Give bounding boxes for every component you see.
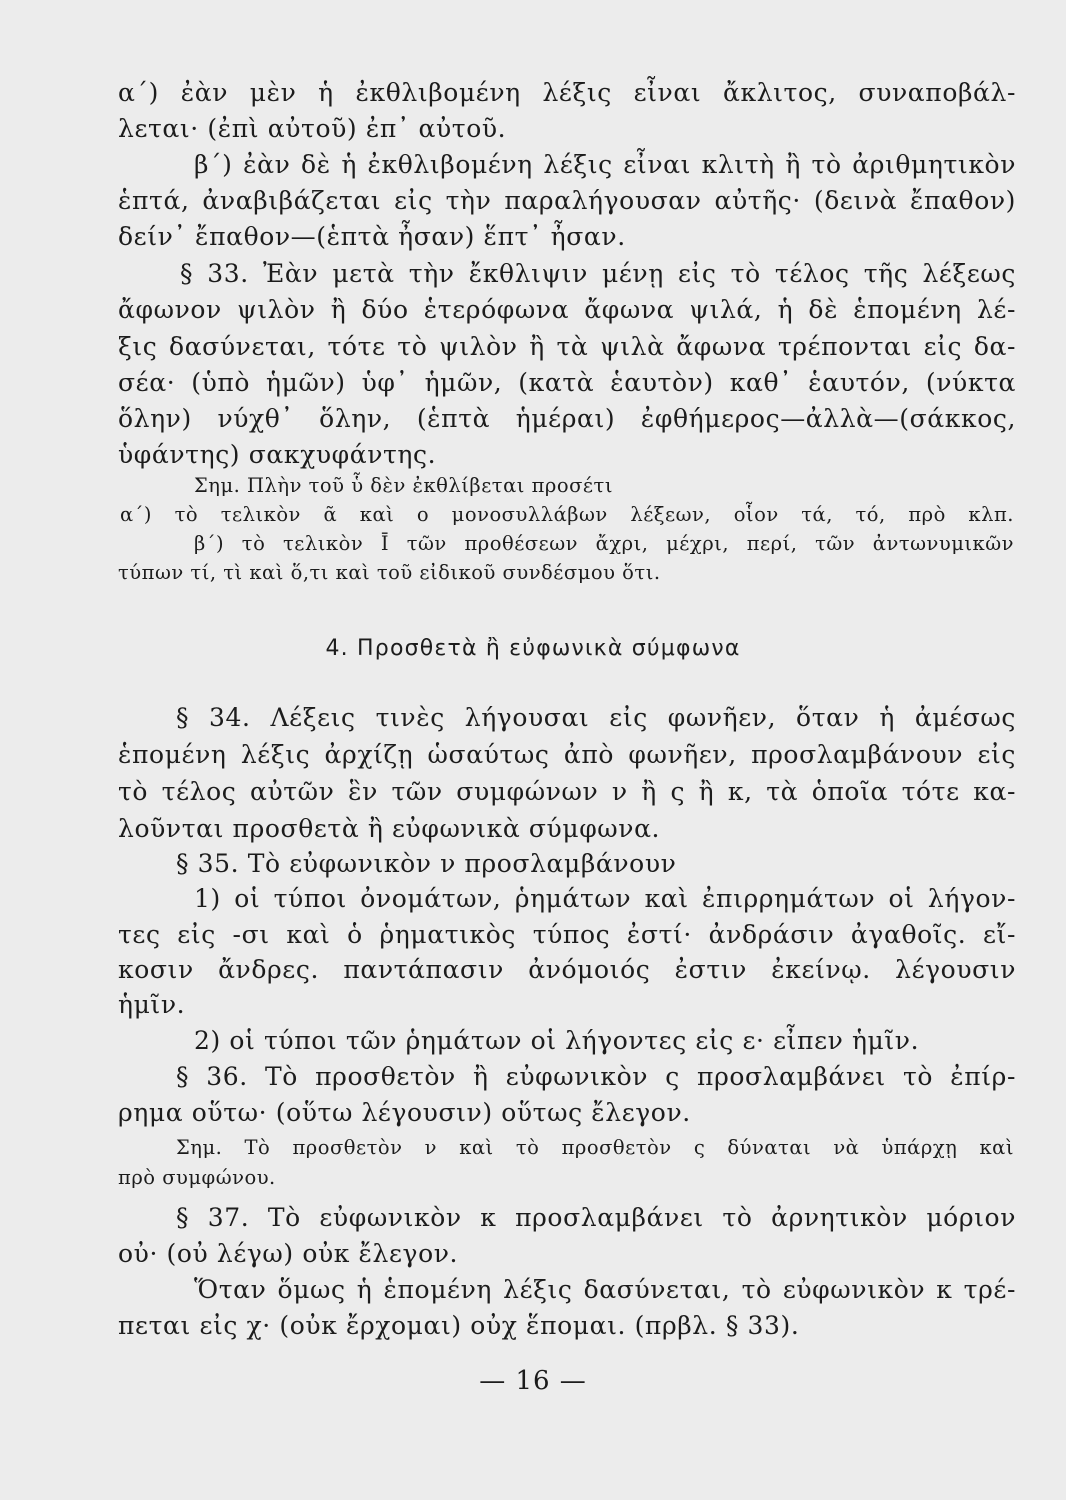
section-33-line: § 33. Ἐὰν μετὰ τὴν ἔκθλιψιν μένῃ εἰς τὸ τέλος τῆς λέξεως <box>180 259 1016 288</box>
text-line: λοῦνται προσθετὰ ἢ εὐφωνικὰ σύμφωνα. <box>118 814 661 843</box>
text-line: ρημα οὕτω· (οὕτω λέγουσιν) οὕτως ἔλεγον. <box>118 1098 691 1127</box>
section-37-line: § 37. Τὸ εὐφωνικὸν κ προσλαμβάνει τὸ ἀρνητικὸν μόριον <box>176 1203 1016 1232</box>
text-line: δείν᾿ ἔπαθον—(ἑπτὰ ἦσαν) ἕπτ᾿ ἦσαν. <box>118 222 626 251</box>
text-line: ἡμῖν. <box>118 990 186 1019</box>
text-line: οὐ· (οὐ λέγω) οὐκ ἔλεγον. <box>118 1239 459 1268</box>
text-line: ἑπομένη λέξις ἀρχίζῃ ὡσαύτως ἀπὸ φωνῆεν, προσλαμβάνουν εἰς <box>118 740 1016 769</box>
note-line: Σημ. Τὸ προσθετὸν ν καὶ τὸ προσθετὸν ς δύναται νὰ ὑπάρχῃ καὶ <box>176 1136 1014 1159</box>
text-line: λεται· (ἐπὶ αὐτοῦ) ἐπ᾿ αὐτοῦ. <box>118 114 507 143</box>
section-35-line: § 35. Τὸ εὐφωνικὸν ν προσλαμβάνουν <box>176 849 677 878</box>
text-line: 2) οἱ τύποι τῶν ῥημάτων οἱ λήγοντες εἰς ε· εἶπεν ἡμῖν. <box>194 1026 920 1055</box>
note-line: β΄) τὸ τελικὸν Ῑ τῶν προθέσεων ἄχρι, μέχρι, περί, τῶν ἀντωνυμικῶν <box>194 532 1014 555</box>
text-line: α΄) ἐὰν μὲν ἡ ἐκθλιβομένη λέξις εἶναι ἄκλιτος, συναποβάλ- <box>118 78 1016 107</box>
text-line: κοσιν ἄνδρες. παντάπασιν ἀνόμοιός ἐστιν ἐκείνῳ. λέγουσιν <box>118 955 1016 984</box>
text-line: ξις δασύνεται, τότε τὸ ψιλὸν ἢ τὰ ψιλὰ ἄφωνα τρέπονται εἰς δα- <box>118 332 1016 361</box>
text-line: β΄) ἐὰν δὲ ἡ ἐκθλιβομένη λέξις εἶναι κλιτὴ ἢ τὸ ἀριθμητικὸν <box>194 150 1016 179</box>
note-line: τύπων τί, τὶ καὶ ὅ,τι καὶ τοῦ εἰδικοῦ συνδέσμου ὅτι. <box>118 561 661 584</box>
text-line: Ὅταν ὅμως ἡ ἑπομένη λέξις δασύνεται, τὸ εὐφωνικὸν κ τρέ- <box>194 1275 1016 1304</box>
note-line: πρὸ συμφώνου. <box>118 1166 276 1189</box>
page-number: — 16 — <box>479 1366 587 1396</box>
text-line: σέα· (ὑπὸ ἡμῶν) ὑφ᾿ ἡμῶν, (κατὰ ἑαυτὸν) καθ᾿ ἑαυτόν, (νύκτα <box>118 368 1016 397</box>
note-line: α΄) τὸ τελικὸν ᾶ καὶ ο μονοσυλλάβων λέξεων, οἷον τά, τό, πρὸ κλπ. <box>120 503 1014 526</box>
note-line: Σημ. Πλὴν τοῦ ὗ δὲν ἐκθλίβεται προσέτι <box>194 474 613 497</box>
text-line: 1) οἱ τύποι ὀνομάτων, ῥημάτων καὶ ἐπιρρημάτων οἱ λήγον- <box>194 884 1016 913</box>
text-line: ὅλην) νύχθ᾿ ὅλην, (ἑπτὰ ἡμέραι) ἐφθήμερος—ἀλλὰ—(σάκκος, <box>118 404 1016 433</box>
section-36-line: § 36. Τὸ προσθετὸν ἢ εὐφωνικὸν ς προσλαμβάνει τὸ ἐπίρ- <box>176 1062 1016 1091</box>
text-line: τες εἰς -σι καὶ ὁ ῥηματικὸς τύπος ἐστί· ἀνδράσιν ἀγαθοῖς. εἴ- <box>118 920 1016 949</box>
text-line: ἄφωνον ψιλὸν ἢ δύο ἑτερόφωνα ἄφωνα ψιλά, ἡ δὲ ἑπομένη λέ- <box>118 295 1016 324</box>
text-line: πεται εἰς χ· (οὐκ ἔρχομαι) οὐχ ἕπομαι. (πρβλ. § 33). <box>118 1311 800 1340</box>
text-line: ὑφάντης) σακχυφάντης. <box>118 440 437 469</box>
text-line: τὸ τέλος αὐτῶν ἓν τῶν συμφώνων ν ἢ ς ἢ κ, τὰ ὁποῖα τότε κα- <box>118 777 1016 806</box>
text-line: ἑπτά, ἀναβιβάζεται εἰς τὴν παραλήγουσαν αὐτῆς· (δεινὰ ἔπαθον) <box>118 186 1016 215</box>
section-heading: 4. Προσθετὰ ἢ εὐφωνικὰ σύμφωνα <box>325 636 741 661</box>
section-34-line: § 34. Λέξεις τινὲς λήγουσαι εἰς φωνῆεν, ὅταν ἡ ἀμέσως <box>176 703 1016 732</box>
